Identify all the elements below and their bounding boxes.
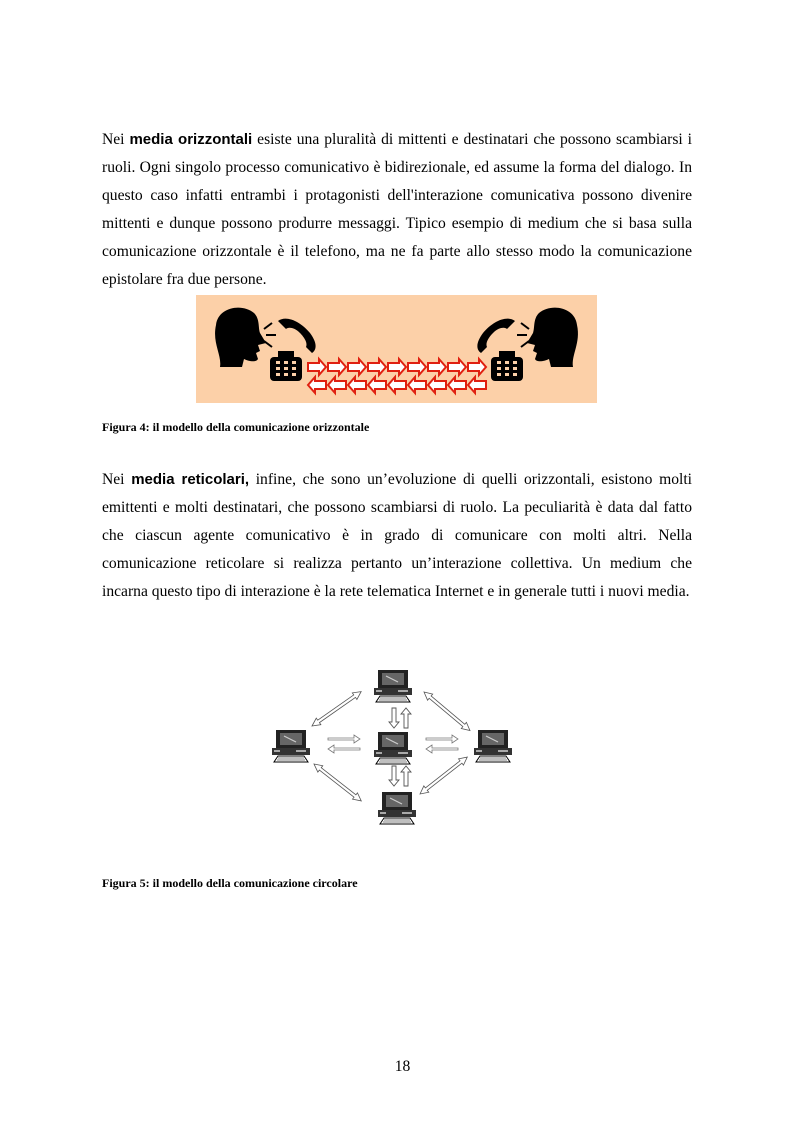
paragraph-media-orizzontali: Nei media orizzontali esiste una pluralità di mittenti e destinatari che possono scambiarsi i ruoli. Ogni singolo processo comunicativo è bidirezionale, ed assume la forma del dialogo. In questo caso infatti entrambi i protagonisti dell'interazione comunicativa possono divenire mittenti e dunque possono produrre messaggi. Tipico esempio di medium che si basa sulla comunicazione orizzontale è il telefono, ma ne fa parte allo stesso modo la comunicazione epistolare fra due persone. <box>102 131 692 288</box>
figure-5-network-communication <box>268 668 520 828</box>
arrow-pair-bottom <box>389 766 411 786</box>
term-media-reticolari: media reticolari, <box>131 471 250 488</box>
page-number: 18 <box>394 1058 411 1075</box>
computer-icon-center <box>374 732 412 764</box>
paragraph-media-reticolari: Nei media reticolari, infine, che sono un’evoluzione di quelli orizzontali, esistono molti emittenti e molti destinatari, che possono scambiarsi di ruolo. La peculiarità è data dal fatto che ciascun agente comunicativo è in grado di comunicare con molti altri. Nella comunicazione reticolare si realizza pertanto un’interazione collettiva. Un medium che incarna questo tipo di interazione è la rete telematica Internet e in generale tutti i nuovi media. <box>102 471 692 600</box>
computer-icon-right <box>474 730 512 762</box>
arrow-pair-left <box>328 735 360 753</box>
computer-icon-bottom <box>378 792 416 824</box>
arrow-pair-top <box>389 708 411 728</box>
figure-5-caption: Figura 5: il modello della comunicazione circolare <box>102 876 358 890</box>
figure-4-caption: Figura 4: il modello della comunicazione orizzontale <box>102 420 370 434</box>
double-arrow-bottom-right <box>418 754 470 797</box>
computer-icon-top <box>374 670 412 702</box>
double-arrow-top-left <box>310 688 364 729</box>
double-arrow-top-right <box>421 689 472 734</box>
arrow-pair-right <box>426 735 458 753</box>
figure-4-horizontal-communication <box>196 295 597 403</box>
double-arrow-bottom-left <box>312 761 364 804</box>
term-media-orizzontali: media orizzontali <box>129 131 253 148</box>
computer-icon-left <box>272 730 310 762</box>
